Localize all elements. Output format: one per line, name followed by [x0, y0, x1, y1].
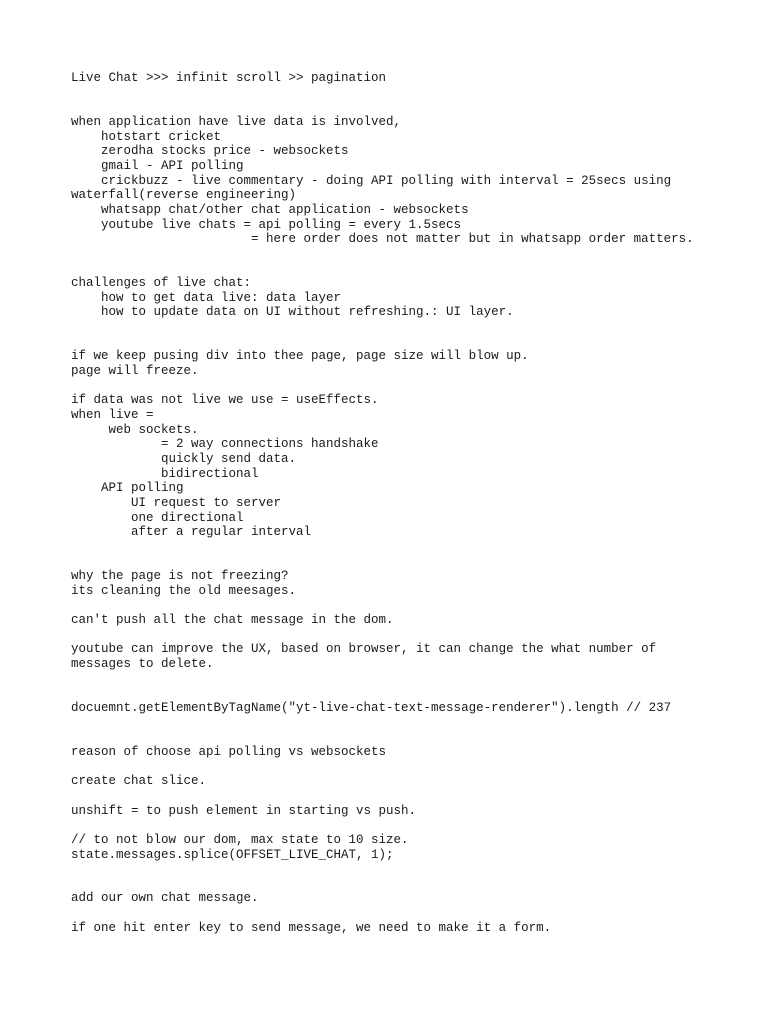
document-line: if data was not live we use = useEffects. [71, 393, 379, 408]
document-line [71, 818, 728, 833]
document-line: create chat slice. [71, 774, 207, 789]
document-line [71, 906, 728, 921]
document-line: youtube can improve the UX, based on browser, it can change the what number of [71, 642, 657, 657]
document-line: challenges of live chat: [71, 276, 252, 291]
document-line [71, 730, 728, 745]
document-line: how to get data live: data layer [71, 290, 342, 305]
document-line: Live Chat >>> infinit scroll >> pagination [71, 71, 387, 85]
document-line: when application have live data is involved, [71, 114, 402, 129]
document-line [71, 86, 728, 101]
document-line: = 2 way connections handshake [71, 437, 379, 452]
document-line [71, 247, 728, 262]
document-line: add our own chat message. [71, 891, 259, 906]
document-line [71, 100, 728, 115]
document-line: API polling [71, 481, 184, 496]
document-line [71, 320, 728, 335]
document-line [71, 862, 728, 877]
document-line: reason of choose api polling vs websockets [71, 744, 387, 759]
document-line: its cleaning the old meesages. [71, 583, 297, 598]
document-line [71, 379, 728, 394]
document-line: state.messages.splice(OFFSET_LIVE_CHAT, 1); [71, 847, 394, 862]
document-line: messages to delete. [71, 657, 214, 672]
document-line: web sockets. [71, 422, 199, 437]
document-line [71, 686, 728, 701]
document-line: when live = [71, 407, 154, 422]
document-line: zerodha stocks price - websockets [71, 144, 349, 159]
document-line: quickly send data. [71, 451, 297, 466]
document-line: bidirectional [71, 466, 259, 481]
document-line: why the page is not freezing? [71, 569, 289, 584]
document-line: waterfall(reverse engineering) [71, 188, 297, 203]
document-line [71, 540, 728, 555]
document-line: one directional [71, 510, 244, 525]
document-line [71, 789, 728, 804]
document-line: how to update data on UI without refreshing.: UI layer. [71, 305, 514, 320]
document-line: whatsapp chat/other chat application - websockets [71, 202, 469, 217]
document-line: hotstart cricket [71, 129, 222, 144]
document-line [71, 877, 728, 892]
document-body [71, 71, 728, 935]
document-line: docuemnt.getElementByTagName("yt-live-chat-text-message-renderer").length // 237 [71, 701, 672, 716]
document-line: // to not blow our dom, max state to 10 size. [71, 832, 409, 847]
document-line: youtube live chats = api polling = every 1.5secs [71, 217, 462, 232]
document-line [71, 760, 728, 775]
document-line: can't push all the chat message in the dom. [71, 613, 394, 628]
document-line [71, 628, 728, 643]
document-line: unshift = to push element in starting vs push. [71, 803, 417, 818]
document-line [71, 555, 728, 570]
document-line: crickbuzz - live commentary - doing API polling with interval = 25secs using [71, 173, 672, 188]
document-line: UI request to server [71, 495, 282, 510]
document-line [71, 672, 728, 687]
document-line: if one hit enter key to send message, we need to make it a form. [71, 920, 552, 935]
document-line [71, 716, 728, 731]
document-line: = here order does not matter but in whatsapp order matters. [71, 232, 694, 247]
document-line [71, 261, 728, 276]
document-line: after a regular interval [71, 525, 312, 540]
document-line: page will freeze. [71, 364, 199, 379]
document-line [71, 598, 728, 613]
document-line: gmail - API polling [71, 158, 244, 173]
document-line [71, 335, 728, 350]
document-line: if we keep pusing div into thee page, page size will blow up. [71, 349, 529, 364]
